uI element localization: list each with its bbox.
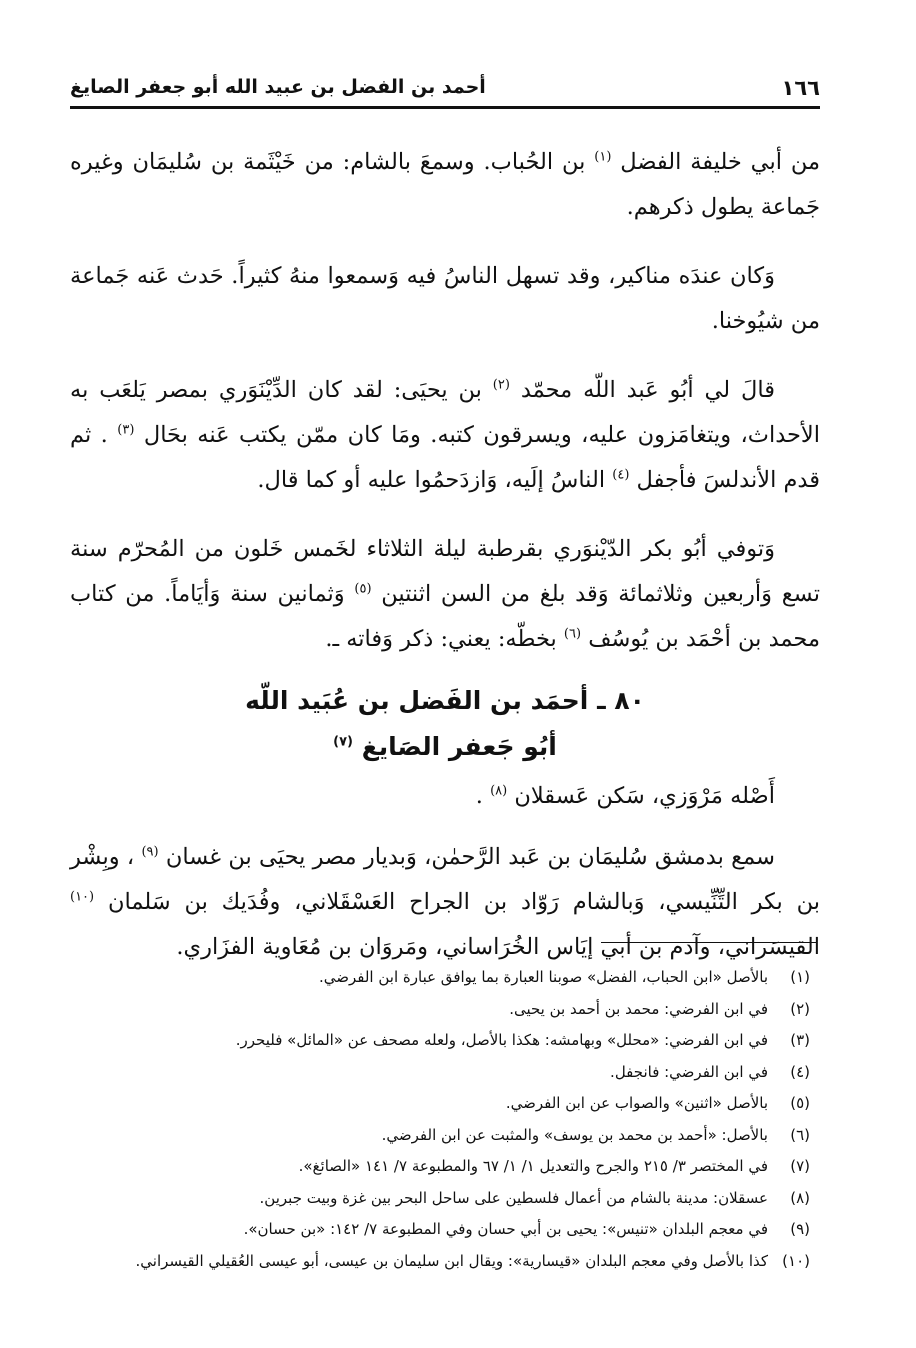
footnote-item [90,962,810,994]
footnote-marker-5[interactable]: (٥) [354,581,372,597]
paragraph-3 [70,368,820,503]
footnote-text: في المختصر ٣/ ٢١٥ والجرح والتعديل ١/ ١/ ٦٧ والمطبوعة ٧/ ١٤١ «الصائغ». [298,1157,768,1175]
footnote-number: (١٠) [782,1251,810,1270]
text-segment: وَثمانين سنة وَأيَاماً. من كتاب محمد بن أحْمَد بن يُوسُف [70,581,820,652]
footnote-item [90,1088,810,1120]
footnote-text: بالأصل: «أحمد بن محمد بن يوسف» والمثبت عن ابن الفرضي. [381,1125,768,1144]
entry-heading [70,678,820,770]
text-segment: بخطّه: يعني: ذكر وَفاته ـ. [325,626,557,652]
text-segment: القيسَراني، وآدم بن أبي إيَاس الخُرَاساني، ومَروَان بن مُعَاوية الفزَاري. [176,934,820,960]
paragraph-5 [70,774,820,819]
footnote-marker-2[interactable]: (٢) [492,377,510,393]
footnote-item [90,1214,810,1246]
text-segment: وَتوفي أبُو بكر الدّيْنوَري بقرطبة ليلة الثلاثاء لخَمس خَلون من المُحرّم سنة تسع وَأربعين وثلاثمائة وَقد بلغ من السن اثنتين [70,536,821,607]
footnote-marker-6[interactable]: (٦) [563,626,582,642]
text-segment: . [475,783,483,809]
footnote-marker-10[interactable]: (١٠) [70,889,95,905]
text-segment: ، وبِشْر بن بكر التِّنِّيسي، وَبالشام رَوّاد بن الجراح العَسْقَلاني، وفُدَيك بن سَلمان [70,844,820,915]
footnote-number: (٦) [790,1125,810,1144]
footnote-item [90,1120,810,1152]
text-segment: بن يحيَى: لقد كان الدِّيْنَوَري بمصر يَلعَب به الأحداث، ويتغامَزون عليه، ويسرقون كتبه. ومَا كان ممّن يكتب عَنه بحَال [70,377,821,448]
footnote-text: بالأصل «ابن الحباب، الفضل» صوبنا العبارة بما يوافق عبارة ابن الفرضي. [318,968,768,986]
footnote-number: (١) [790,968,810,986]
text-segment: بن الحُباب. وسمعَ بالشام: من خَيْثَمة بن سُليمَان وغيره جَماعة يطول ذكرهم. [70,149,820,220]
footnote-number: (٩) [790,1220,810,1238]
text-segment: الناسُ إلَيه، وَازدَحمُوا عليه أو كما قال. [257,467,606,493]
footnotes [90,962,810,1277]
footnote-divider [601,942,816,943]
footnote-number: (٣) [790,1031,810,1049]
paragraph-1 [70,140,820,230]
footnote-item [90,1025,810,1057]
text-segment: . ثم قدم الأندلسَ فأجفل [70,422,820,493]
running-title: أحمد بن الفضل بن عبيد الله أبو جعفر الصايغ [70,76,486,98]
text-segment: أَصْله مَرْوَزي، سَكن عَسقلان [514,783,775,809]
footnote-marker-4[interactable]: (٤) [612,467,630,483]
footnote-item [90,1246,810,1278]
footnote-item [90,1057,810,1089]
footnote-text: كذا بالأصل وفي معجم البلدان «قيسارية»: ويقال ابن سليمان بن عيسى، أبو عيسى العُقيلي القيسراني. [135,1251,768,1270]
entry-subtitle: أبُو جَعفر الصَايغ [361,732,557,761]
footnote-marker-7[interactable]: (٧) [333,734,353,750]
footnote-marker-9[interactable]: (٩) [141,844,159,860]
entry-heading-line-1: ٨٠ ـ أحمَد بن الفَضل بن عُبَيد اللّه [245,686,645,715]
footnote-item [90,1183,810,1215]
footnote-marker-3[interactable]: (٣) [117,422,135,438]
paragraph-4 [70,527,820,662]
text-segment: سمع بدمشق سُليمَان بن عَبد الرَّحمٰن، وَبديار مصر يحيَى بن غسان [165,844,775,870]
page-header [70,72,820,109]
footnote-text: في ابن الفرضي: فانجفل. [610,1062,768,1081]
footnote-number: (٥) [790,1094,810,1112]
footnote-text: في ابن الفرضي: «محلل» وبهامشه: هكذا بالأصل، ولعله مصحف عن «المائل» فليحرر. [235,1031,768,1049]
footnote-marker-8[interactable]: (٨) [490,783,508,799]
footnote-number: (٧) [790,1157,810,1175]
footnote-text: في معجم البلدان «تنيس»: يحيى بن أبي حسان وفي المطبوعة ٧/ ١٤٢: «بن حسان». [243,1220,768,1238]
footnote-number: (٤) [790,1062,810,1081]
paragraph-6 [70,835,820,970]
main-text [70,140,820,994]
footnote-number: (٢) [790,999,810,1018]
entry-heading-line-2 [70,724,820,770]
footnote-item [90,994,810,1026]
text-segment: قالَ لي أبُو عَبد اللّه محمّد [520,377,775,403]
footnote-text: عسقلان: مدينة بالشام من أعمال فلسطين على ساحل البحر بين غزة وبيت جبرين. [259,1188,768,1207]
footnote-number: (٨) [790,1188,810,1207]
page-number: ١٦٦ [781,76,820,100]
footnote-text: في ابن الفرضي: محمد بن أحمد بن يحيى. [509,999,768,1018]
footnote-marker-1[interactable]: (١) [594,149,612,165]
text-segment: من أبي خليفة الفضل [620,149,821,175]
paragraph-2: وَكان عندَه مناكير، وقد تسهل الناسُ فيه وَسمعوا منهُ كثيراً. حَدث عَنه جَماعة من شيُوخنا. [70,263,820,334]
footnote-text: بالأصل «اثنين» والصواب عن ابن الفرضي. [505,1094,768,1112]
footnote-item [90,1151,810,1183]
